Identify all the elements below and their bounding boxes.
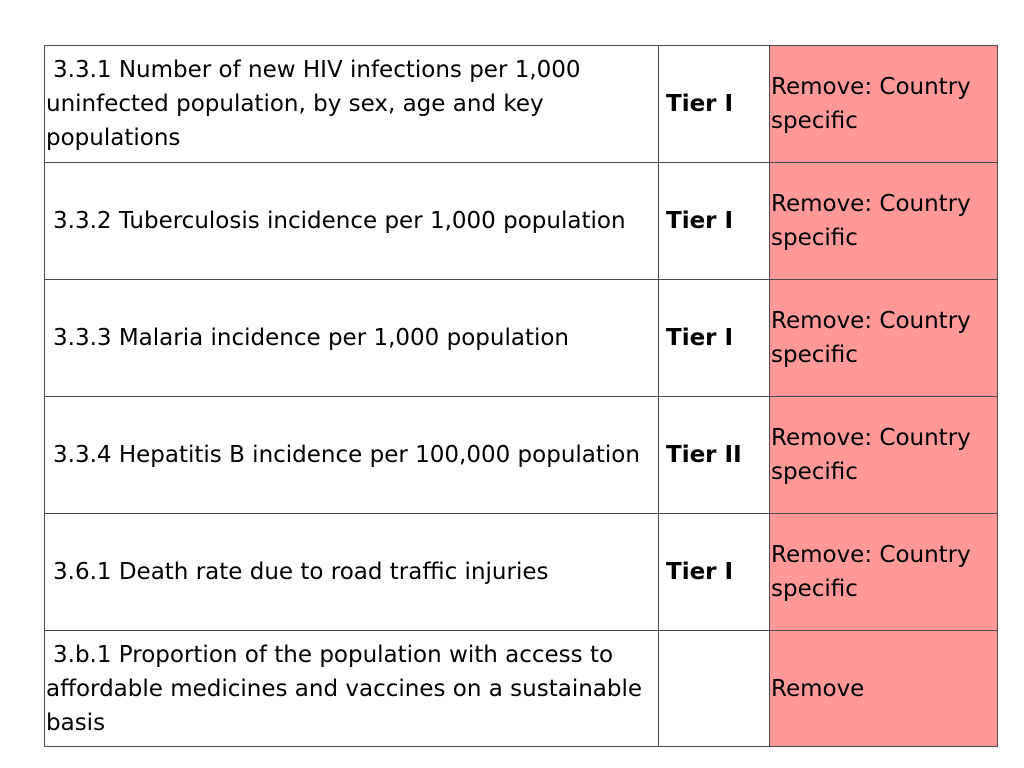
- action-cell: Remove: [770, 631, 998, 747]
- tier-cell: Tier I: [659, 280, 770, 397]
- tier-cell: Tier I: [659, 163, 770, 280]
- action-cell: Remove: Country specific: [770, 163, 998, 280]
- indicator-cell: 3.3.2 Tuberculosis incidence per 1,000 population: [45, 163, 659, 280]
- indicator-cell: 3.3.1 Number of new HIV infections per 1,000 uninfected population, by sex, age and key populations: [45, 46, 659, 163]
- indicator-cell: 3.6.1 Death rate due to road traffic injuries: [45, 514, 659, 631]
- action-cell: Remove: Country specific: [770, 514, 998, 631]
- indicator-cell: 3.3.4 Hepatitis B incidence per 100,000 population: [45, 397, 659, 514]
- table-row: [45, 631, 998, 747]
- table-row: [45, 280, 998, 397]
- table-row: [45, 46, 998, 163]
- action-cell: Remove: Country specific: [770, 397, 998, 514]
- tier-cell: Tier II: [659, 397, 770, 514]
- table-row: [45, 397, 998, 514]
- tier-cell: Tier I: [659, 46, 770, 163]
- indicator-cell: 3.b.1 Proportion of the population with access to affordable medicines and vaccines on a sustainable basis: [45, 631, 659, 747]
- indicator-table: [44, 45, 998, 747]
- tier-cell: [659, 631, 770, 747]
- action-cell: Remove: Country specific: [770, 46, 998, 163]
- indicator-cell: 3.3.3 Malaria incidence per 1,000 population: [45, 280, 659, 397]
- tier-cell: Tier I: [659, 514, 770, 631]
- action-cell: Remove: Country specific: [770, 280, 998, 397]
- table-row: [45, 163, 998, 280]
- table-row: [45, 514, 998, 631]
